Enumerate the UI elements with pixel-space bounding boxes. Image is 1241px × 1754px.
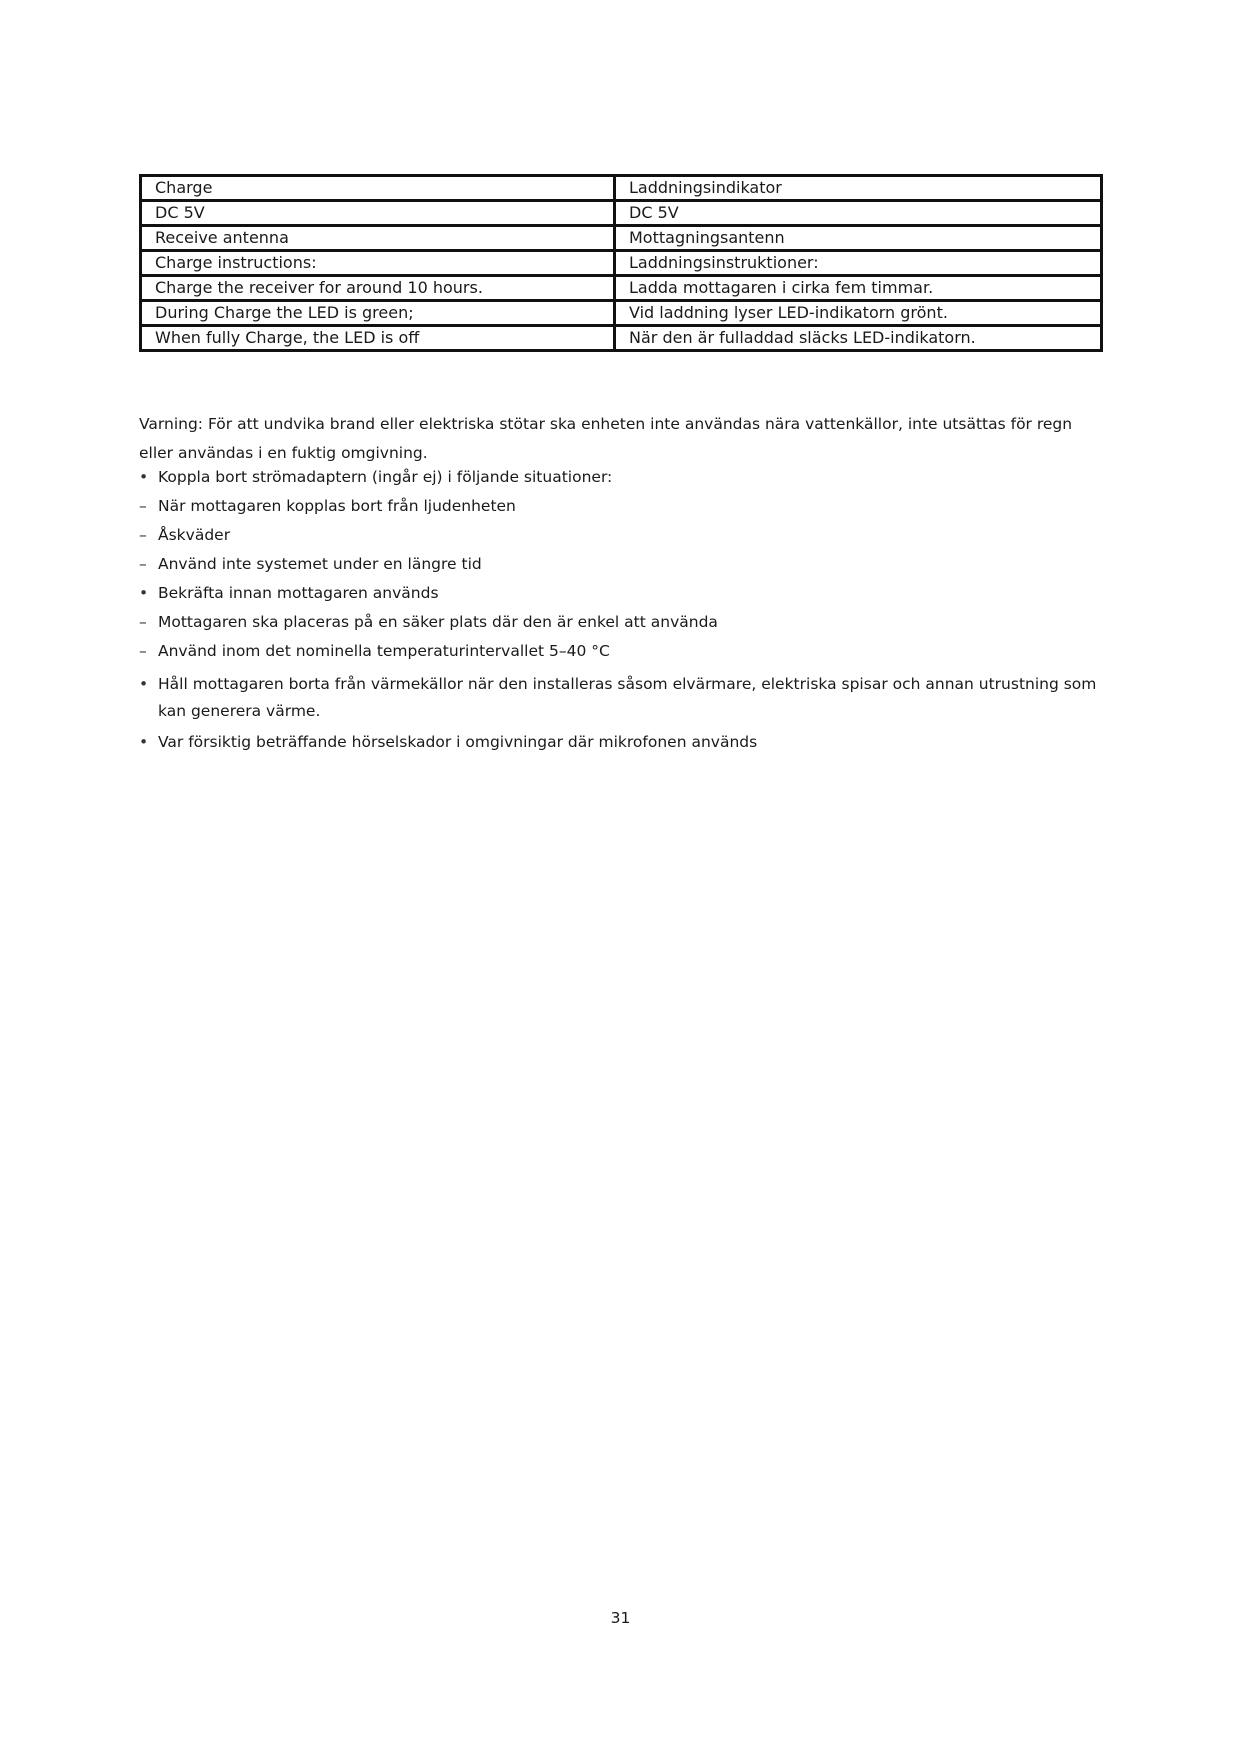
- table-row: [141, 301, 1102, 326]
- table-cell-sv: Vid laddning lyser LED-indikatorn grönt.: [615, 301, 1102, 326]
- list-item: [139, 613, 1118, 631]
- table-cell-en: Receive antenna: [141, 226, 615, 251]
- list-item-text: Bekräfta innan mottagaren används: [158, 584, 439, 602]
- list-item: [139, 671, 1118, 725]
- list-item: [139, 555, 1118, 573]
- warning-paragraph: Varning: För att undvika brand eller elektriska stötar ska enheten inte användas nära vattenkällor, inte utsättas för regn eller användas i en fuktig omgivning.: [139, 415, 1073, 462]
- list-item-text: Koppla bort strömadaptern (ingår ej) i följande situationer:: [158, 468, 613, 486]
- dash-marker: –: [139, 555, 147, 573]
- list-item: [139, 526, 1118, 544]
- table-cell-en: Charge the receiver for around 10 hours.: [141, 276, 615, 301]
- table-row: [141, 326, 1102, 351]
- dash-marker: –: [139, 642, 147, 660]
- table-row: [141, 251, 1102, 276]
- list-item-text: När mottagaren kopplas bort från ljudenheten: [158, 497, 516, 515]
- dash-marker: –: [139, 526, 147, 544]
- table-cell-sv: Laddningsindikator: [615, 176, 1102, 201]
- list-item: [139, 497, 1118, 515]
- list-item: [139, 642, 1118, 660]
- table-row: [141, 176, 1102, 201]
- translation-table: [139, 174, 1103, 352]
- bullet-marker: •: [139, 733, 149, 751]
- table-cell-sv: Ladda mottagaren i cirka fem timmar.: [615, 276, 1102, 301]
- list-item: [139, 468, 1118, 486]
- list-item-text: Åskväder: [158, 526, 231, 544]
- bullet-marker: •: [139, 675, 149, 693]
- dash-marker: –: [139, 497, 147, 515]
- table-cell-sv: När den är fulladdad släcks LED-indikatorn.: [615, 326, 1102, 351]
- page-number: 31: [610, 1609, 631, 1627]
- table-cell-en: DC 5V: [141, 201, 615, 226]
- list-item-text: Använd inte systemet under en längre tid: [158, 555, 482, 573]
- list-item-text: Använd inom det nominella temperaturintervallet 5–40 °C: [158, 642, 610, 660]
- dash-marker: –: [139, 613, 147, 631]
- table-cell-sv: DC 5V: [615, 201, 1102, 226]
- list-item: [139, 584, 1118, 602]
- bullet-marker: •: [139, 468, 149, 486]
- table-row: [141, 226, 1102, 251]
- table-cell-en: When fully Charge, the LED is off: [141, 326, 615, 351]
- list-item-text: Håll mottagaren borta från värmekällor när den installeras såsom elvärmare, elektriska spisar och annan utrustning som kan generera värme.: [158, 675, 1097, 720]
- table-cell-en: Charge: [141, 176, 615, 201]
- list-item-text: Mottagaren ska placeras på en säker plats där den är enkel att använda: [158, 613, 718, 631]
- table-row: [141, 276, 1102, 301]
- list-item: [139, 733, 1118, 751]
- table-cell-sv: Laddningsinstruktioner:: [615, 251, 1102, 276]
- table-cell-en: Charge instructions:: [141, 251, 615, 276]
- list-item-text: Var försiktig beträffande hörselskador i omgivningar där mikrofonen används: [158, 733, 758, 751]
- table-cell-sv: Mottagningsantenn: [615, 226, 1102, 251]
- bullet-marker: •: [139, 584, 149, 602]
- table-row: [141, 201, 1102, 226]
- table-cell-en: During Charge the LED is green;: [141, 301, 615, 326]
